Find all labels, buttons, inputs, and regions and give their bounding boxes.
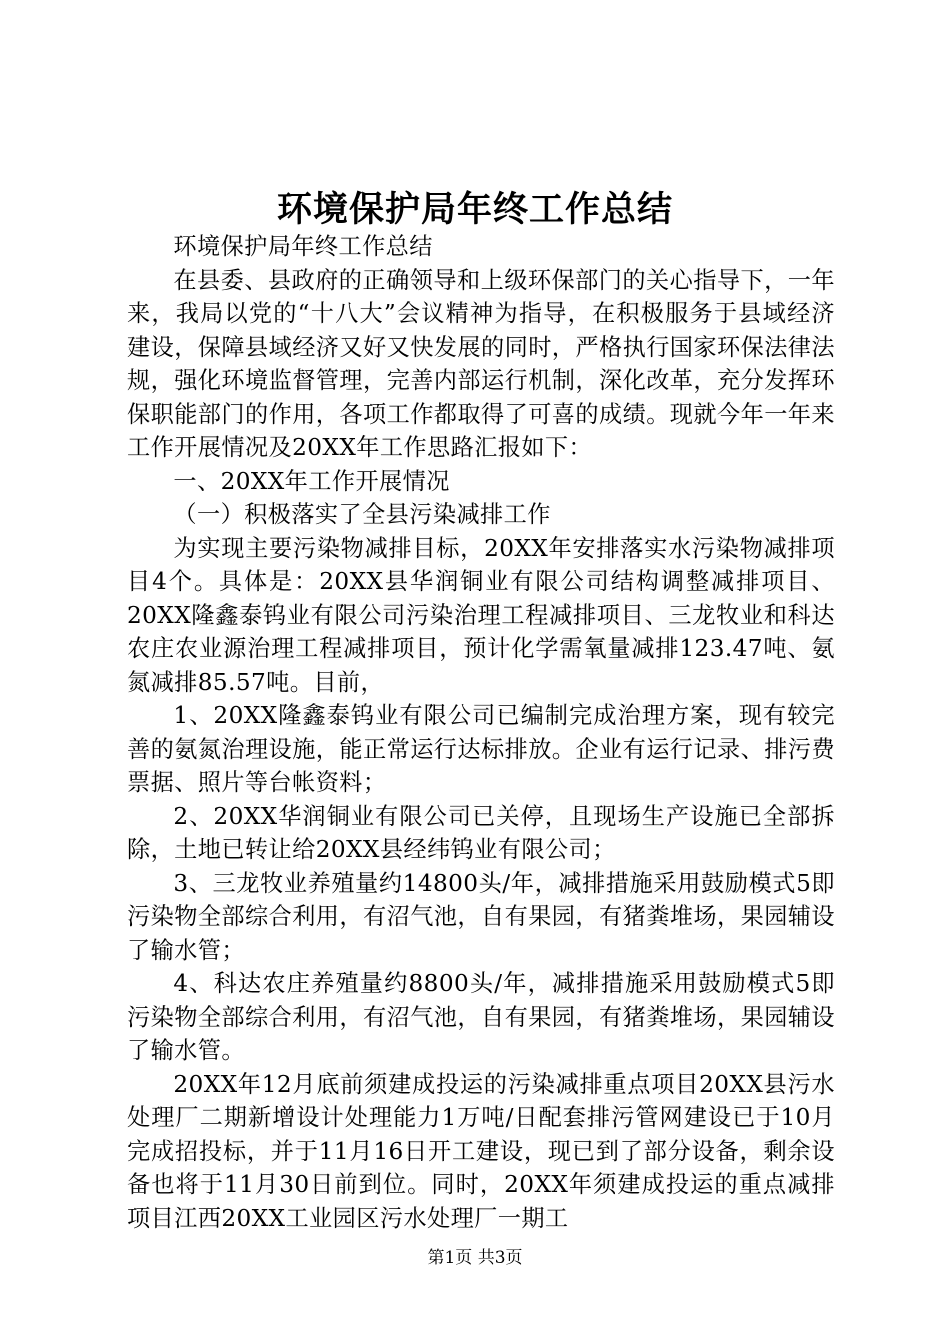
paragraph: 环境保护局年终工作总结: [173, 233, 433, 260]
paragraph: 为实现主要污染物减排目标，20XX年安排落实水污染物减排项目4个。具体是：20XX县华润铜业有限公司结构调整减排项目、20XX隆鑫泰钨业有限公司污染治理工程减排项目、三龙牧业和科达农庄农业源治理工程减排项目，预计化学需氧量减排123.47吨、氨氮减排85.57吨。目前，: [127, 534, 835, 696]
section-heading: 一、20XX年工作开展情况: [173, 467, 450, 495]
subsection-heading: （一）积极落实了全县污染减排工作: [173, 501, 551, 528]
list-item: 4、科达农庄养殖量约8800头/年，减排措施采用鼓励模式5即污染物全部综合利用，有沼气池，自有果园，有猪粪堆场，果园辅设了输水管。: [127, 970, 835, 1064]
paragraph: 在县委、县政府的正确领导和上级环保部门的关心指导下，一年来，我局以党的“十八大”会议精神为指导，在积极服务于县域经济建设，保障县域经济又好又快发展的同时，严格执行国家环保法律法规，强化环境监督管理，完善内部运行机制，深化改革，充分发挥环保职能部门的作用，各项工作都取得了可喜的成绩。现就今年一年来工作开展情况及20XX年工作思路汇报如下：: [127, 266, 835, 461]
paragraph: 20XX年12月底前须建成投运的污染减排重点项目20XX县污水处理厂二期新增设计处理能力1万吨/日配套排污管网建设已于10月完成招投标，并于11月16日开工建设，现已到了部分设备，剩余设备也将于11月30日前到位。同时，20XX年须建成投运的重点减排项目江西20XX工业园区污水处理厂一期工: [127, 1070, 835, 1232]
document-body: [127, 230, 835, 1235]
list-item: 2、20XX华润铜业有限公司已关停，且现场生产设施已全部拆除，土地已转让给20XX县经纬钨业有限公司；: [127, 802, 835, 863]
list-item: 1、20XX隆鑫泰钨业有限公司已编制完成治理方案，现有较完善的氨氮治理设施，能正常运行达标排放。企业有运行记录、排污费票据、照片等台帐资料；: [127, 702, 835, 796]
page-number: 第1页 共3页: [427, 1248, 523, 1268]
document-title: 环境保护局年终工作总结: [276, 189, 673, 230]
list-item: 3、三龙牧业养殖量约14800头/年，减排措施采用鼓励模式5即污染物全部综合利用，有沼气池，自有果园，有猪粪堆场，果园辅设了输水管；: [127, 869, 835, 964]
